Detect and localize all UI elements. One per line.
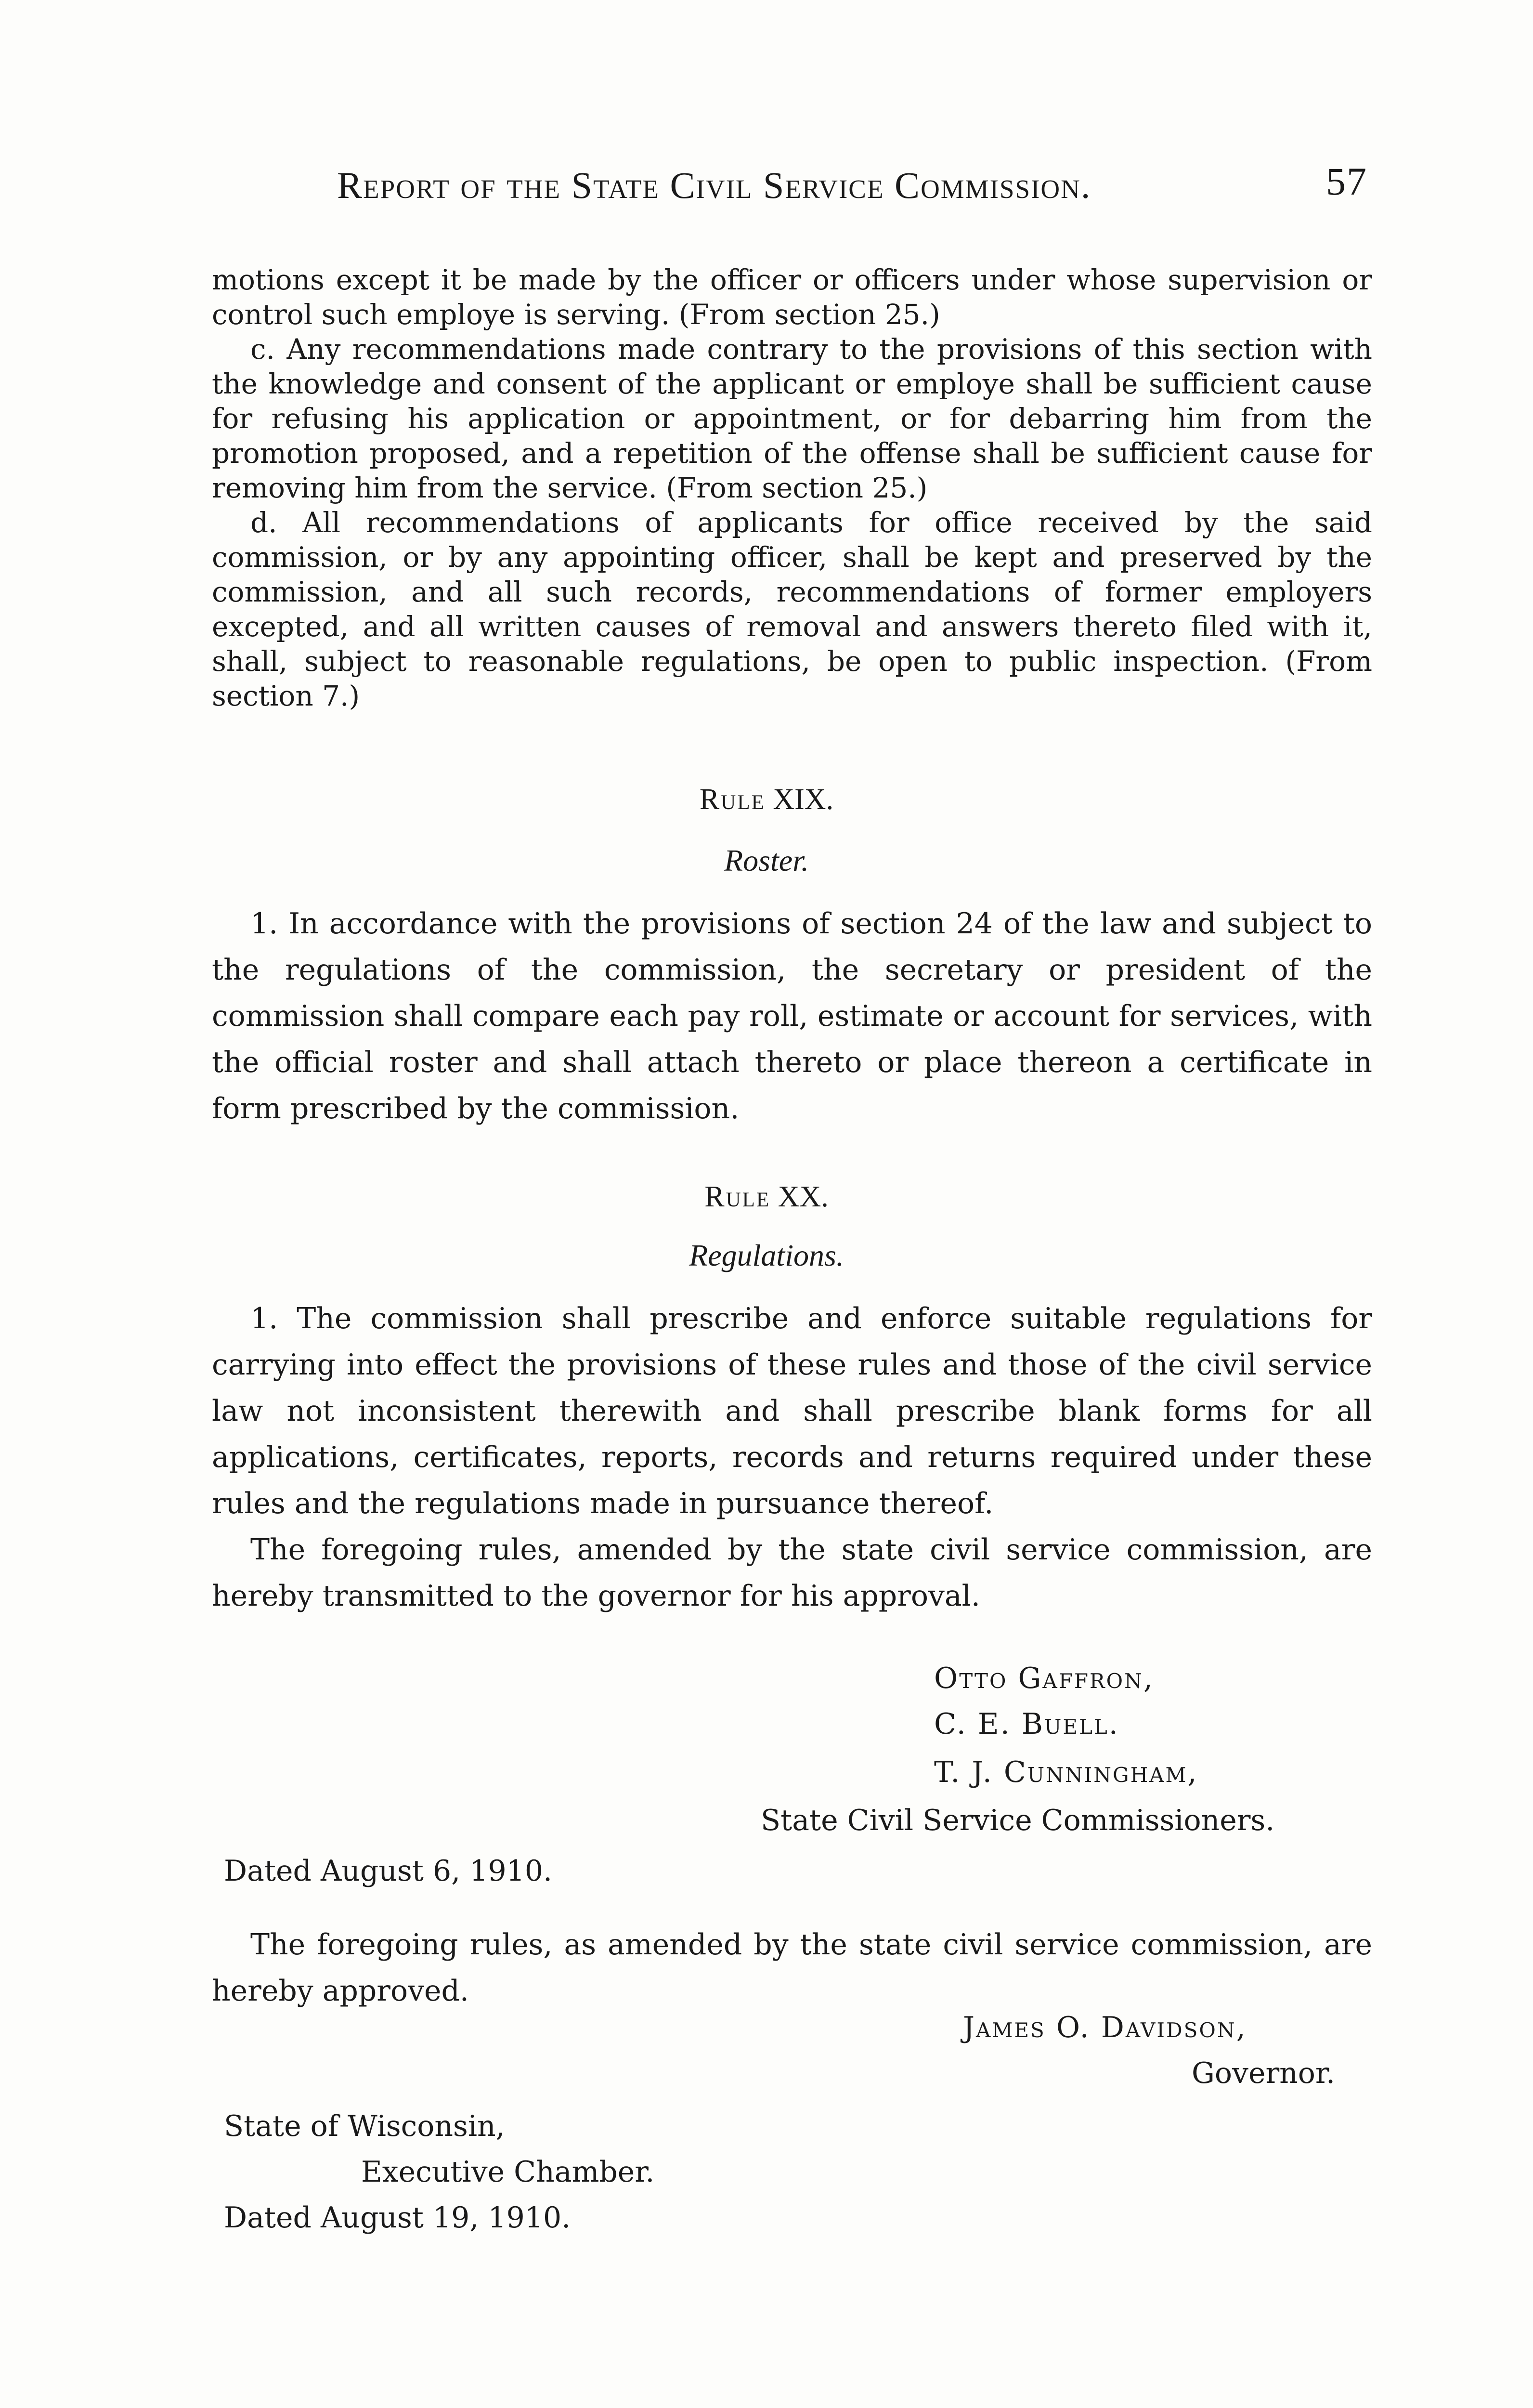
rule-20-title: Regulations. xyxy=(689,1238,844,1272)
rule-20-text: 1. The commission shall prescribe and enforce suitable regulations for carrying into effect the provisions of these rules and those of the civil service law not inconsistent therewith and shall prescribe blank forms for all applications, certificates, reports, records and returns required under these rules and the regulations made in pursuance thereof. xyxy=(212,1302,1372,1520)
commissioners-title: State Civil Service Commissioners. xyxy=(761,1804,1275,1837)
rule-20-number: XX. xyxy=(778,1180,829,1213)
transmittal-text: The foregoing rules, amended by the state civil service commission, are hereby transmitted to the governor for his approval. xyxy=(212,1533,1372,1613)
rule-19-number: XIX. xyxy=(773,783,834,816)
paragraph-c: c. Any recommendations made contrary to the provisions of this section with the knowledge and consent of the applicant or employe shall be sufficient cause for refusing his application or appointment, or for debarring him from the promotion proposed, and a repetition of the offense shall be sufficient cause for removing him from the service. (From section 25.) xyxy=(212,333,1372,504)
signature-davidson: James O. Davidson, xyxy=(963,2011,1247,2044)
paragraph-d: d. All recommendations of applicants for office received by the said commission, or by any appointing officer, shall be kept and preserved by the commission, and all such records, recommendations of former employers excepted, and all written causes of removal and answers thereto filed with it, shall, subject to reasonable regulations, be open to public inspection. (From section 7.) xyxy=(212,506,1372,712)
rule-19-body xyxy=(212,901,1372,1132)
dated-august-6: Dated August 6, 1910. xyxy=(224,1854,553,1888)
paragraph-b-end: motions except it be made by the officer or officers under whose supervision or control such employe is serving. (From section 25.) xyxy=(212,263,1372,331)
dated-august-19: Dated August 19, 1910. xyxy=(224,2201,571,2235)
rule-19-text: 1. In accordance with the provisions of section 24 of the law and subject to the regulations of the commission, the secretary or president of the commission shall compare each pay roll, estimate or account for services, with the official roster and shall attach thereto or place thereon a certificate in form prescribed by the commission. xyxy=(212,907,1372,1125)
intro-section xyxy=(212,262,1372,713)
rule-19-title: Roster. xyxy=(724,843,809,877)
executive-chamber: Executive Chamber. xyxy=(361,2155,655,2189)
rule-20-body xyxy=(212,1296,1372,1619)
signature-gaffron: Otto Gaffron, xyxy=(934,1662,1154,1695)
header-title: Report of the State Civil Service Commission. xyxy=(337,164,1091,206)
rule-19-heading xyxy=(0,783,1533,817)
running-header xyxy=(337,159,1367,207)
rule-20-label: Rule xyxy=(704,1180,771,1213)
signature-cunningham: T. J. Cunningham, xyxy=(934,1755,1198,1789)
state-of-wisconsin: State of Wisconsin, xyxy=(224,2109,505,2143)
page-number: 57 xyxy=(1326,159,1367,203)
governor-title: Governor. xyxy=(1192,2056,1336,2090)
signature-buell: C. E. Buell. xyxy=(934,1707,1119,1741)
approval-section xyxy=(212,1922,1372,2014)
rule-19-label: Rule xyxy=(699,783,766,816)
rule-20-heading xyxy=(0,1180,1533,1214)
approval-text: The foregoing rules, as amended by the state civil service commission, are hereby approved. xyxy=(212,1928,1372,2008)
